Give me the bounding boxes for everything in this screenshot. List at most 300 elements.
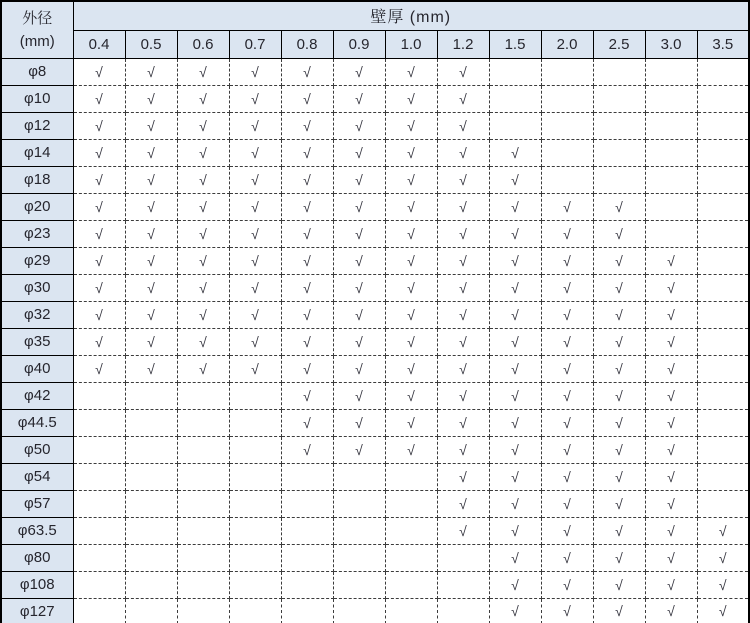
table-row-φ35 — [1, 328, 749, 355]
check-cell-φ32-0.8: √ — [281, 301, 333, 328]
check-cell-φ30-0.4: √ — [73, 274, 125, 301]
check-cell-φ42-1.0: √ — [385, 382, 437, 409]
check-cell-φ108-1.5: √ — [489, 571, 541, 598]
table-row-φ8 — [1, 58, 749, 85]
check-cell-φ40-1.5: √ — [489, 355, 541, 382]
check-cell-φ35-2.0: √ — [541, 328, 593, 355]
check-cell-φ20-1.5: √ — [489, 193, 541, 220]
check-cell-φ80-2.0: √ — [541, 544, 593, 571]
check-cell-φ127-3.0: √ — [645, 598, 697, 623]
check-cell-φ10-3.5 — [697, 85, 749, 112]
check-cell-φ40-1.2: √ — [437, 355, 489, 382]
check-cell-φ54-3.0: √ — [645, 463, 697, 490]
check-cell-φ80-0.7 — [229, 544, 281, 571]
check-cell-φ40-0.5: √ — [125, 355, 177, 382]
check-cell-φ14-0.8: √ — [281, 139, 333, 166]
check-cell-φ63.5-3.0: √ — [645, 517, 697, 544]
check-cell-φ32-0.4: √ — [73, 301, 125, 328]
col-header-2.5: 2.5 — [593, 30, 645, 58]
check-cell-φ14-3.0 — [645, 139, 697, 166]
check-cell-φ54-0.4 — [73, 463, 125, 490]
col-header-0.6: 0.6 — [177, 30, 229, 58]
check-cell-φ80-0.6 — [177, 544, 229, 571]
row-label-φ44.5: φ44.5 — [1, 409, 73, 436]
check-cell-φ18-0.9: √ — [333, 166, 385, 193]
check-cell-φ42-2.0: √ — [541, 382, 593, 409]
check-cell-φ57-0.6 — [177, 490, 229, 517]
check-cell-φ12-1.5 — [489, 112, 541, 139]
check-cell-φ35-3.0: √ — [645, 328, 697, 355]
check-cell-φ12-0.8: √ — [281, 112, 333, 139]
check-cell-φ23-0.5: √ — [125, 220, 177, 247]
check-cell-φ50-3.5 — [697, 436, 749, 463]
check-cell-φ32-1.2: √ — [437, 301, 489, 328]
check-cell-φ14-0.9: √ — [333, 139, 385, 166]
check-cell-φ32-3.0: √ — [645, 301, 697, 328]
check-cell-φ20-2.5: √ — [593, 193, 645, 220]
group-header-row — [1, 1, 749, 30]
check-cell-φ108-0.8 — [281, 571, 333, 598]
check-cell-φ10-1.2: √ — [437, 85, 489, 112]
check-cell-φ30-3.5 — [697, 274, 749, 301]
check-cell-φ18-1.5: √ — [489, 166, 541, 193]
row-label-φ18: φ18 — [1, 166, 73, 193]
check-cell-φ54-0.8 — [281, 463, 333, 490]
check-cell-φ18-0.6: √ — [177, 166, 229, 193]
check-cell-φ54-0.5 — [125, 463, 177, 490]
table-row-φ54 — [1, 463, 749, 490]
check-cell-φ20-3.0 — [645, 193, 697, 220]
check-cell-φ35-0.6: √ — [177, 328, 229, 355]
check-cell-φ23-2.0: √ — [541, 220, 593, 247]
check-cell-φ127-0.5 — [125, 598, 177, 623]
check-cell-φ35-1.5: √ — [489, 328, 541, 355]
check-cell-φ30-0.6: √ — [177, 274, 229, 301]
check-cell-φ57-1.0 — [385, 490, 437, 517]
row-label-φ108: φ108 — [1, 571, 73, 598]
check-cell-φ18-0.4: √ — [73, 166, 125, 193]
check-cell-φ18-2.5 — [593, 166, 645, 193]
check-cell-φ50-2.5: √ — [593, 436, 645, 463]
check-cell-φ108-2.5: √ — [593, 571, 645, 598]
check-cell-φ54-0.6 — [177, 463, 229, 490]
check-cell-φ63.5-1.5: √ — [489, 517, 541, 544]
check-cell-φ63.5-2.0: √ — [541, 517, 593, 544]
check-cell-φ29-0.8: √ — [281, 247, 333, 274]
check-cell-φ42-0.5 — [125, 382, 177, 409]
check-cell-φ40-0.9: √ — [333, 355, 385, 382]
check-cell-φ32-3.5 — [697, 301, 749, 328]
table-row-φ12 — [1, 112, 749, 139]
table-row-φ44.5 — [1, 409, 749, 436]
check-cell-φ30-0.8: √ — [281, 274, 333, 301]
table-header — [1, 1, 749, 58]
check-cell-φ35-0.9: √ — [333, 328, 385, 355]
check-cell-φ108-0.7 — [229, 571, 281, 598]
col-header-1.0: 1.0 — [385, 30, 437, 58]
check-cell-φ42-0.8: √ — [281, 382, 333, 409]
check-cell-φ57-3.5 — [697, 490, 749, 517]
check-cell-φ20-0.5: √ — [125, 193, 177, 220]
check-cell-φ14-0.4: √ — [73, 139, 125, 166]
check-cell-φ50-3.0: √ — [645, 436, 697, 463]
check-cell-φ14-3.5 — [697, 139, 749, 166]
check-cell-φ54-0.7 — [229, 463, 281, 490]
check-cell-φ127-0.8 — [281, 598, 333, 623]
check-cell-φ44.5-3.5 — [697, 409, 749, 436]
check-cell-φ127-2.5: √ — [593, 598, 645, 623]
table-row-φ50 — [1, 436, 749, 463]
check-cell-φ29-2.0: √ — [541, 247, 593, 274]
check-cell-φ80-1.2 — [437, 544, 489, 571]
check-cell-φ127-0.9 — [333, 598, 385, 623]
check-cell-φ14-1.0: √ — [385, 139, 437, 166]
check-cell-φ44.5-1.2: √ — [437, 409, 489, 436]
check-cell-φ63.5-0.9 — [333, 517, 385, 544]
check-cell-φ127-0.7 — [229, 598, 281, 623]
check-cell-φ54-0.9 — [333, 463, 385, 490]
check-cell-φ108-0.6 — [177, 571, 229, 598]
check-cell-φ63.5-0.7 — [229, 517, 281, 544]
corner-header-line1: 外径 — [22, 9, 53, 27]
check-cell-φ12-0.4: √ — [73, 112, 125, 139]
table-row-φ32 — [1, 301, 749, 328]
check-cell-φ54-2.0: √ — [541, 463, 593, 490]
check-cell-φ108-3.0: √ — [645, 571, 697, 598]
check-cell-φ44.5-2.0: √ — [541, 409, 593, 436]
check-cell-φ50-0.8: √ — [281, 436, 333, 463]
table-row-φ40 — [1, 355, 749, 382]
check-cell-φ108-0.5 — [125, 571, 177, 598]
check-cell-φ108-2.0: √ — [541, 571, 593, 598]
check-cell-φ50-0.5 — [125, 436, 177, 463]
table-body — [1, 58, 749, 623]
check-cell-φ30-0.5: √ — [125, 274, 177, 301]
col-header-3.5: 3.5 — [697, 30, 749, 58]
check-cell-φ23-0.8: √ — [281, 220, 333, 247]
check-cell-φ10-1.0: √ — [385, 85, 437, 112]
row-label-φ35: φ35 — [1, 328, 73, 355]
check-cell-φ10-0.9: √ — [333, 85, 385, 112]
check-cell-φ108-0.4 — [73, 571, 125, 598]
check-cell-φ23-1.5: √ — [489, 220, 541, 247]
check-cell-φ32-2.0: √ — [541, 301, 593, 328]
check-cell-φ80-1.0 — [385, 544, 437, 571]
check-cell-φ12-0.5: √ — [125, 112, 177, 139]
check-cell-φ57-1.2: √ — [437, 490, 489, 517]
check-cell-φ54-1.0 — [385, 463, 437, 490]
check-cell-φ63.5-0.8 — [281, 517, 333, 544]
check-cell-φ20-0.6: √ — [177, 193, 229, 220]
check-cell-φ14-0.6: √ — [177, 139, 229, 166]
check-cell-φ14-1.2: √ — [437, 139, 489, 166]
check-cell-φ44.5-0.7 — [229, 409, 281, 436]
check-cell-φ50-0.9: √ — [333, 436, 385, 463]
table-row-φ108 — [1, 571, 749, 598]
check-cell-φ63.5-2.5: √ — [593, 517, 645, 544]
check-cell-φ35-1.2: √ — [437, 328, 489, 355]
check-cell-φ8-3.5 — [697, 58, 749, 85]
check-cell-φ10-2.5 — [593, 85, 645, 112]
check-cell-φ18-2.0 — [541, 166, 593, 193]
check-cell-φ57-0.7 — [229, 490, 281, 517]
check-cell-φ44.5-1.5: √ — [489, 409, 541, 436]
check-cell-φ23-1.2: √ — [437, 220, 489, 247]
check-cell-φ40-0.4: √ — [73, 355, 125, 382]
check-cell-φ10-3.0 — [645, 85, 697, 112]
check-cell-φ20-2.0: √ — [541, 193, 593, 220]
check-cell-φ63.5-1.2: √ — [437, 517, 489, 544]
check-cell-φ18-0.5: √ — [125, 166, 177, 193]
check-cell-φ8-0.5: √ — [125, 58, 177, 85]
check-cell-φ18-1.2: √ — [437, 166, 489, 193]
check-cell-φ32-1.5: √ — [489, 301, 541, 328]
col-header-0.9: 0.9 — [333, 30, 385, 58]
check-cell-φ30-1.5: √ — [489, 274, 541, 301]
check-cell-φ40-2.5: √ — [593, 355, 645, 382]
check-cell-φ127-1.5: √ — [489, 598, 541, 623]
check-cell-φ8-0.8: √ — [281, 58, 333, 85]
check-cell-φ32-2.5: √ — [593, 301, 645, 328]
table-row-φ30 — [1, 274, 749, 301]
check-cell-φ57-2.5: √ — [593, 490, 645, 517]
check-cell-φ29-2.5: √ — [593, 247, 645, 274]
col-header-0.5: 0.5 — [125, 30, 177, 58]
check-cell-φ44.5-0.9: √ — [333, 409, 385, 436]
check-cell-φ50-1.5: √ — [489, 436, 541, 463]
check-cell-φ20-1.0: √ — [385, 193, 437, 220]
check-cell-φ10-1.5 — [489, 85, 541, 112]
table-row-φ23 — [1, 220, 749, 247]
check-cell-φ127-0.6 — [177, 598, 229, 623]
check-cell-φ29-0.4: √ — [73, 247, 125, 274]
check-cell-φ12-3.0 — [645, 112, 697, 139]
check-cell-φ29-0.9: √ — [333, 247, 385, 274]
check-cell-φ30-1.2: √ — [437, 274, 489, 301]
check-cell-φ23-0.9: √ — [333, 220, 385, 247]
table-row-φ29 — [1, 247, 749, 274]
check-cell-φ23-0.6: √ — [177, 220, 229, 247]
check-cell-φ35-0.8: √ — [281, 328, 333, 355]
check-cell-φ30-2.0: √ — [541, 274, 593, 301]
check-cell-φ10-0.6: √ — [177, 85, 229, 112]
check-cell-φ50-2.0: √ — [541, 436, 593, 463]
check-cell-φ12-1.2: √ — [437, 112, 489, 139]
check-cell-φ32-1.0: √ — [385, 301, 437, 328]
check-cell-φ29-1.5: √ — [489, 247, 541, 274]
check-cell-φ42-3.5 — [697, 382, 749, 409]
row-label-φ8: φ8 — [1, 58, 73, 85]
row-label-φ50: φ50 — [1, 436, 73, 463]
check-cell-φ40-0.8: √ — [281, 355, 333, 382]
check-cell-φ44.5-3.0: √ — [645, 409, 697, 436]
table-row-φ57 — [1, 490, 749, 517]
check-cell-φ18-0.7: √ — [229, 166, 281, 193]
check-cell-φ42-3.0: √ — [645, 382, 697, 409]
check-cell-φ20-0.9: √ — [333, 193, 385, 220]
check-cell-φ29-3.0: √ — [645, 247, 697, 274]
check-cell-φ54-3.5 — [697, 463, 749, 490]
check-cell-φ12-3.5 — [697, 112, 749, 139]
row-label-φ20: φ20 — [1, 193, 73, 220]
check-cell-φ44.5-0.6 — [177, 409, 229, 436]
check-cell-φ29-0.5: √ — [125, 247, 177, 274]
check-cell-φ57-0.8 — [281, 490, 333, 517]
check-cell-φ63.5-3.5: √ — [697, 517, 749, 544]
check-cell-φ8-1.5 — [489, 58, 541, 85]
table-row-φ18 — [1, 166, 749, 193]
check-cell-φ80-2.5: √ — [593, 544, 645, 571]
check-cell-φ80-0.9 — [333, 544, 385, 571]
check-cell-φ50-1.2: √ — [437, 436, 489, 463]
row-label-φ54: φ54 — [1, 463, 73, 490]
check-cell-φ29-1.0: √ — [385, 247, 437, 274]
check-cell-φ44.5-0.5 — [125, 409, 177, 436]
row-label-φ12: φ12 — [1, 112, 73, 139]
check-cell-φ44.5-1.0: √ — [385, 409, 437, 436]
check-cell-φ23-0.4: √ — [73, 220, 125, 247]
check-cell-φ127-1.2 — [437, 598, 489, 623]
check-cell-φ20-1.2: √ — [437, 193, 489, 220]
check-cell-φ44.5-0.8: √ — [281, 409, 333, 436]
column-header-row — [1, 30, 749, 58]
check-cell-φ40-1.0: √ — [385, 355, 437, 382]
table-row-φ10 — [1, 85, 749, 112]
check-cell-φ127-2.0: √ — [541, 598, 593, 623]
check-cell-φ29-1.2: √ — [437, 247, 489, 274]
check-cell-φ63.5-0.4 — [73, 517, 125, 544]
check-cell-φ10-0.4: √ — [73, 85, 125, 112]
check-cell-φ10-0.5: √ — [125, 85, 177, 112]
row-label-φ40: φ40 — [1, 355, 73, 382]
check-cell-φ108-1.2 — [437, 571, 489, 598]
check-cell-φ32-0.7: √ — [229, 301, 281, 328]
check-cell-φ50-0.7 — [229, 436, 281, 463]
corner-header-outer-diameter — [1, 1, 73, 58]
col-header-1.5: 1.5 — [489, 30, 541, 58]
check-cell-φ42-0.4 — [73, 382, 125, 409]
check-cell-φ30-2.5: √ — [593, 274, 645, 301]
check-cell-φ32-0.6: √ — [177, 301, 229, 328]
table-row-φ80 — [1, 544, 749, 571]
check-cell-φ35-3.5 — [697, 328, 749, 355]
check-cell-φ30-1.0: √ — [385, 274, 437, 301]
check-cell-φ63.5-0.5 — [125, 517, 177, 544]
check-cell-φ57-1.5: √ — [489, 490, 541, 517]
check-cell-φ42-1.2: √ — [437, 382, 489, 409]
check-cell-φ80-3.5: √ — [697, 544, 749, 571]
check-cell-φ35-0.4: √ — [73, 328, 125, 355]
check-cell-φ108-0.9 — [333, 571, 385, 598]
row-label-φ29: φ29 — [1, 247, 73, 274]
check-cell-φ14-0.7: √ — [229, 139, 281, 166]
check-cell-φ18-0.8: √ — [281, 166, 333, 193]
check-cell-φ10-2.0 — [541, 85, 593, 112]
check-cell-φ57-2.0: √ — [541, 490, 593, 517]
row-label-φ32: φ32 — [1, 301, 73, 328]
check-cell-φ127-0.4 — [73, 598, 125, 623]
check-cell-φ12-1.0: √ — [385, 112, 437, 139]
check-cell-φ35-1.0: √ — [385, 328, 437, 355]
check-cell-φ12-2.0 — [541, 112, 593, 139]
check-cell-φ14-1.5: √ — [489, 139, 541, 166]
check-cell-φ127-1.0 — [385, 598, 437, 623]
check-cell-φ23-0.7: √ — [229, 220, 281, 247]
table-row-φ14 — [1, 139, 749, 166]
check-cell-φ10-0.7: √ — [229, 85, 281, 112]
check-cell-φ54-1.2: √ — [437, 463, 489, 490]
row-label-φ63.5: φ63.5 — [1, 517, 73, 544]
check-cell-φ20-0.8: √ — [281, 193, 333, 220]
check-cell-φ40-0.7: √ — [229, 355, 281, 382]
check-cell-φ40-3.0: √ — [645, 355, 697, 382]
check-cell-φ54-1.5: √ — [489, 463, 541, 490]
check-cell-φ50-1.0: √ — [385, 436, 437, 463]
row-label-φ42: φ42 — [1, 382, 73, 409]
check-cell-φ29-0.6: √ — [177, 247, 229, 274]
check-cell-φ35-0.5: √ — [125, 328, 177, 355]
check-cell-φ12-0.6: √ — [177, 112, 229, 139]
check-cell-φ40-2.0: √ — [541, 355, 593, 382]
check-cell-φ127-3.5: √ — [697, 598, 749, 623]
row-label-φ30: φ30 — [1, 274, 73, 301]
check-cell-φ80-0.5 — [125, 544, 177, 571]
check-cell-φ44.5-2.5: √ — [593, 409, 645, 436]
table-row-φ42 — [1, 382, 749, 409]
check-cell-φ108-3.5: √ — [697, 571, 749, 598]
col-header-0.7: 0.7 — [229, 30, 281, 58]
check-cell-φ57-0.4 — [73, 490, 125, 517]
check-cell-φ80-0.8 — [281, 544, 333, 571]
check-cell-φ32-0.5: √ — [125, 301, 177, 328]
check-cell-φ57-0.9 — [333, 490, 385, 517]
col-header-0.4: 0.4 — [73, 30, 125, 58]
group-header-wall-thickness: 壁厚 (mm) — [73, 1, 749, 30]
check-cell-φ8-0.4: √ — [73, 58, 125, 85]
col-header-0.8: 0.8 — [281, 30, 333, 58]
check-cell-φ20-0.7: √ — [229, 193, 281, 220]
check-cell-φ20-0.4: √ — [73, 193, 125, 220]
check-cell-φ18-3.0 — [645, 166, 697, 193]
check-cell-φ8-3.0 — [645, 58, 697, 85]
check-cell-φ108-1.0 — [385, 571, 437, 598]
check-cell-φ35-0.7: √ — [229, 328, 281, 355]
check-cell-φ8-1.0: √ — [385, 58, 437, 85]
check-cell-φ50-0.4 — [73, 436, 125, 463]
check-cell-φ10-0.8: √ — [281, 85, 333, 112]
check-cell-φ23-1.0: √ — [385, 220, 437, 247]
check-cell-φ8-2.0 — [541, 58, 593, 85]
col-header-3.0: 3.0 — [645, 30, 697, 58]
check-cell-φ57-0.5 — [125, 490, 177, 517]
check-cell-φ80-1.5: √ — [489, 544, 541, 571]
corner-header-line2: (mm) — [19, 32, 55, 50]
check-cell-φ63.5-1.0 — [385, 517, 437, 544]
table-row-φ63.5 — [1, 517, 749, 544]
check-cell-φ12-2.5 — [593, 112, 645, 139]
check-cell-φ8-0.6: √ — [177, 58, 229, 85]
check-cell-φ14-2.5 — [593, 139, 645, 166]
check-cell-φ8-0.9: √ — [333, 58, 385, 85]
col-header-1.2: 1.2 — [437, 30, 489, 58]
check-cell-φ12-0.7: √ — [229, 112, 281, 139]
check-cell-φ29-0.7: √ — [229, 247, 281, 274]
check-cell-φ8-2.5 — [593, 58, 645, 85]
check-cell-φ20-3.5 — [697, 193, 749, 220]
check-cell-φ14-2.0 — [541, 139, 593, 166]
check-cell-φ42-0.7 — [229, 382, 281, 409]
check-cell-φ44.5-0.4 — [73, 409, 125, 436]
